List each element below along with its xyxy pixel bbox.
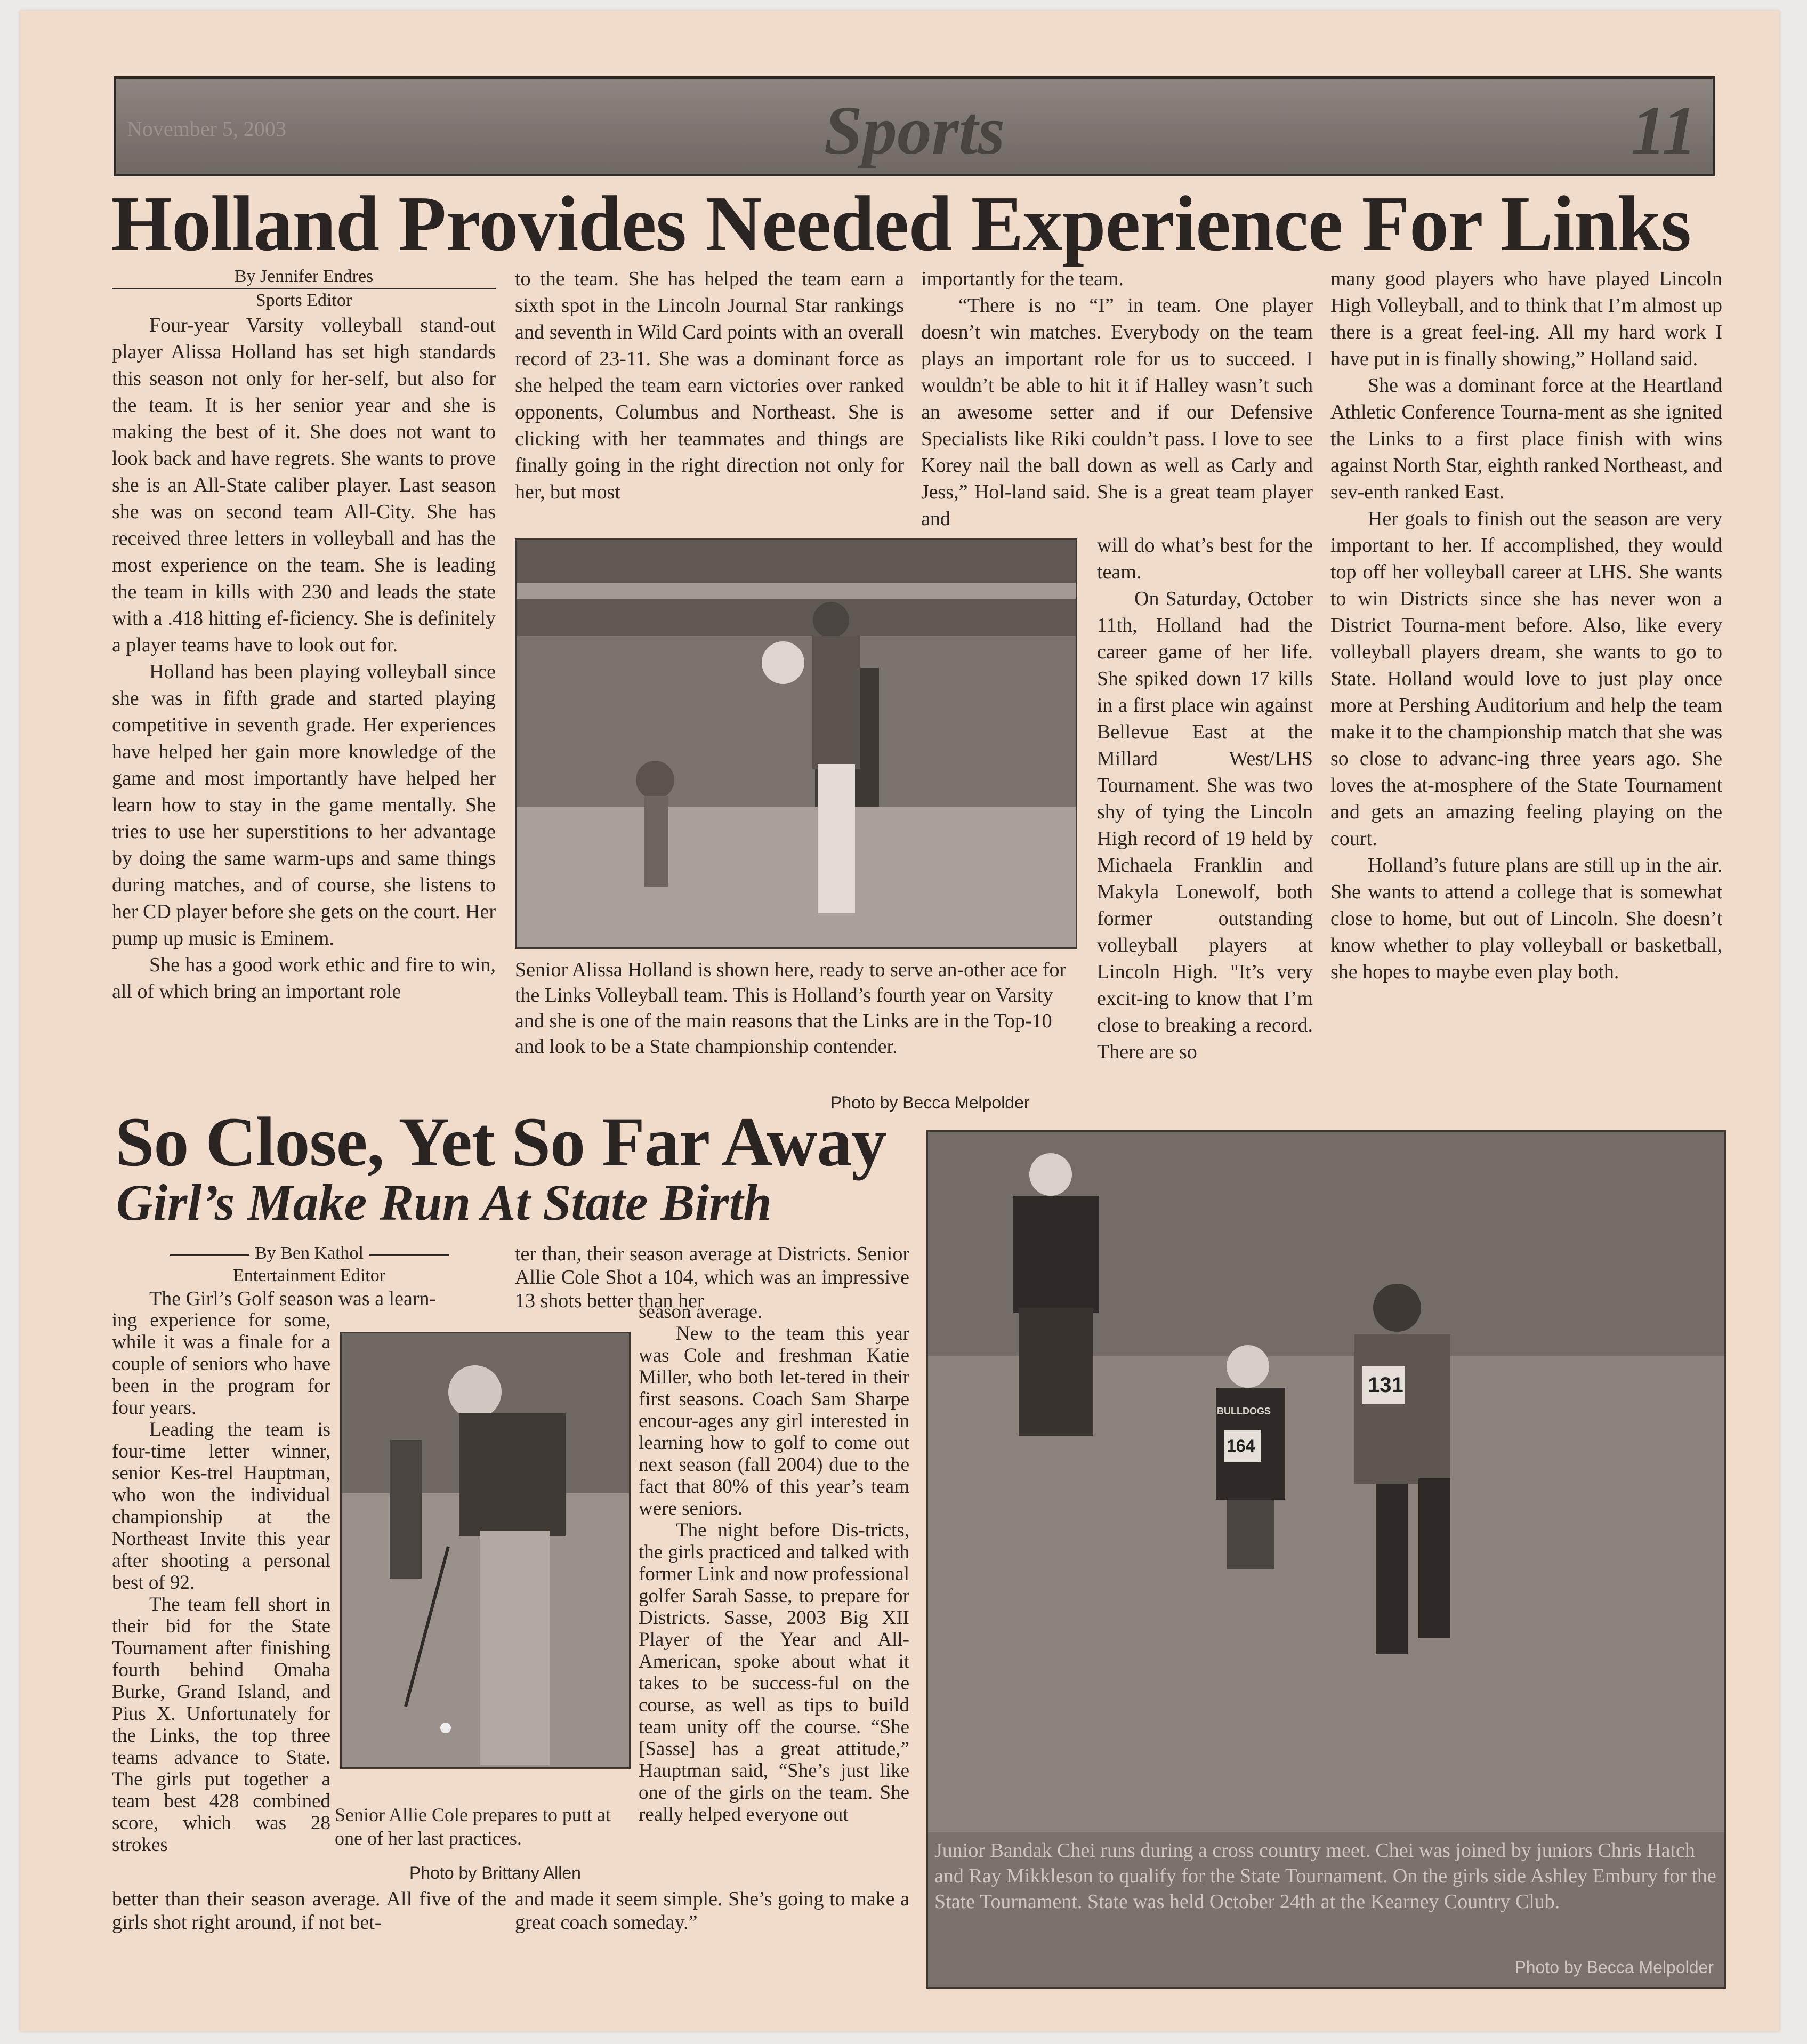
article1-byline [112,265,496,312]
volleyball-caption: Senior Alissa Holland is shown here, ready to serve an-other ace for the Links Volleyball team. This is Holland’s fourth year on Varsity and she is one of the main reasons that the Links are in the Top-10 and look to be a State championship contender. [515,959,1067,1058]
paragraph: better than their season average. All five of the girls shot right around, if not bet- [112,1888,506,1934]
volleyball-photo-credit: Photo by Becca Melpolder [830,1093,1030,1112]
paragraph: ter than, their season average at Districts. Senior Allie Cole Shot a 104, which was an impressive 13 shots better than her [515,1243,909,1312]
paragraph: She was a dominant force at the Heartland Athletic Conference Tourna-ment as she ignited the Links to a first place finish with wins against North Star, eighth ranked Northeast, and sev-enth ranked East. [1330,374,1722,503]
article1-column-3-narrow [1097,532,1313,1065]
byline-title: Entertainment Editor [232,1266,386,1285]
runner-shirt-text: BULLDOGS [1217,1406,1271,1417]
paragraph: On Saturday, October 11th, Holland had the career game of her life. She spiked down 17 kills in a first place win against Bellevue East at the Millard West/LHS Tournament. She was two shy of tying the Lincoln High record of 19 held by Michaela Franklin and Makyla Lonewolf, both former outstanding volleyball players at Lincoln High. "It’s very excit-ing to know that I’m close to breaking a record. There are so [1097,588,1313,1063]
paragraph: The night before Dis-tricts, the girls practiced and talked with former Link and now professional golfer Sarah Sasse, to prepare for Districts. Sasse, 2003 Big XII Player of the Year and All-American, spoke about what it takes to be success-ful on the course, as well as tips to build team unity off the course. “She [Sasse] has a great attitude,” Hauptman said, “She’s just like one of the girls on the team. She really helped everyone out [639,1519,909,1825]
paragraph: will do what’s best for the team. [1097,534,1313,583]
article1-column-2 [515,265,904,505]
article2-column-1-narrow [112,1309,330,1856]
paragraph: Holland has been playing volleyball since she was in fifth grade and started playing competitive in seventh grade. Her experiences have helped her gain more knowledge of the game and most importantly have helped her learn how to stay in the game mentally. She tries to use her superstitions to her advantage by doing the same warm-ups and same things during matches, and of course, she listens to her CD player before she gets on the court. Her pump up music is Eminem. [112,661,496,949]
article2-column-1-bottom [112,1887,506,1934]
paragraph: importantly for the team. [921,268,1124,290]
byline-title: Sports Editor [255,291,352,310]
paragraph: Holland’s future plans are still up in the air. She wants to attend a college that is somewhat close to home, but out of Lincoln. She doesn’t know whether to play volleyball or basketball, she hopes to maybe even play both. [1330,854,1722,983]
article2-column-1 [112,1242,506,1310]
article1-headline: Holland Provides Needed Experience For Links [111,180,1691,268]
article2-headline: So Close, Yet So Far Away [115,1103,886,1181]
article1-column-3 [921,265,1313,532]
paragraph: and made it seem simple. She’s going to make a great coach someday.” [515,1888,909,1934]
article2-column-2-narrow [639,1301,909,1825]
runner-bib-1: 131 [1368,1373,1403,1397]
article2-column-2-bottom [515,1887,909,1934]
runner-bib-2: 164 [1227,1436,1255,1455]
golf-photo-credit: Photo by Brittany Allen [409,1863,581,1882]
paragraph: The team fell short in their bid for the State Tournament after finishing fourth behind Omaha Burke, Grand Island, and Pius X. Unfortunately for the Links, the top three teams advance to State. The girls put together a team best 428 combined score, which was 28 strokes [112,1594,330,1856]
paragraph: The Girl’s Golf season was a learn- [149,1287,437,1310]
cross-country-caption: Junior Bandak Chei runs during a cross country meet. Chei was joined by juniors Chris Hatch and Ray Mikkleson to qualify for the State Tournament. On the girls side Ashley Embury for the State Tournament. State was held October 24th at the Kearney Country Club. [934,1839,1716,1913]
golf-caption: Senior Allie Cole prepares to putt at one of her last practices. [335,1804,611,1849]
article1-column-4 [1330,265,1722,985]
golf-photo [340,1332,631,1769]
paragraph: “There is no “I” in team. One player doesn’t win matches. Everybody on the team plays an important role for us to succeed. I wouldn’t be able to hit it if Halley wasn’t such an awesome setter and if our Defensive Specialists like Riki couldn’t pass. I love to see Korey nail the ball down as well as Carly and Jess,” Hol-land said. She is a great team player and [921,294,1313,530]
article1-column-1 [112,265,496,1005]
golf-photo-image [342,1333,631,1769]
page-number: 11 [1631,92,1697,169]
byline-name: By Ben Kathol [255,1243,364,1263]
paragraph: Four-year Varsity volleyball stand-out player Alissa Holland has set high standards this season not only for her-self, but also for the team. It is her senior year and she is making the best of it. She does not want to look back and have regrets. She wants to prove she is an All-State caliber player. Last season she was on second team All-City. She has received three letters in volleyball and has the most experience on the team. She is leading the team in kills with 230 and leads the state with a .418 hitting ef-ficiency. She is definitely a player teams have to look out for. [112,314,496,656]
paragraph: New to the team this year was Cole and freshman Katie Miller, who both let-tered in their first seasons. Coach Sam Sharpe encour-ages any girl interested in learning how to golf to come out next season (fall 2004) due to the fact that 80% of this year’s team were seniors. [639,1323,909,1519]
paragraph: many good players who have played Lincoln High Volleyball, and to think that I’m almost up there is a great feel-ing. All my hard work I have put in is finally showing,” Holland said. [1330,268,1722,370]
issue-date: November 5, 2003 [127,117,286,141]
volleyball-photo-image [517,540,1077,949]
paragraph: She has a good work ethic and fire to win, all of which bring an important role [112,954,496,1003]
paragraph: ing experience for some, while it was a finale for a couple of seniors who have been in the program for four years. [112,1309,330,1419]
byline-rule [369,1254,449,1256]
newspaper-page [20,11,1779,2031]
section-banner [114,76,1715,176]
byline-rule [170,1254,249,1256]
section-title: Sports [824,92,1005,169]
byline-name: By Jennifer Endres [234,267,374,286]
paragraph: season average. [639,1301,763,1323]
cross-country-caption-box [928,1832,1724,1987]
paragraph: to the team. She has helped the team earn a sixth spot in the Lincoln Journal Star rankings and seventh in Wild Card points with an overall record of 23-11. She was a dominant force as she helped the team earn victories over ranked opponents, Columbus and Northeast. She is clicking with her teammates and things are finally going in the right direction not only for her, but most [515,268,904,503]
paragraph: Leading the team is four-time letter winner, senior Kes-trel Hauptman, who won the individual championship at the Northeast Invite this year after shooting a personal best of 92. [112,1419,330,1594]
article2-byline [112,1242,506,1287]
cross-country-photo [926,1130,1726,1989]
volleyball-photo [515,538,1077,949]
paragraph: Her goals to finish out the season are very important to her. If accomplished, they would top off her volleyball career at LHS. She wants to win Districts since she has never won a District Tourna-ment before. Also, like every volleyball players dream, she wants to go to State. Holland would love to just play once more at Pershing Auditorium and help the team make it to the championship match that she was so close to advanc-ing three years ago. She loves the at-mosphere of the State Tournament and gets an amazing feeling playing on the court. [1330,508,1722,850]
article2-subhead: Girl’s Make Run At State Birth [116,1174,772,1231]
cross-country-photo-credit: Photo by Becca Melpolder [1514,1958,1714,1977]
